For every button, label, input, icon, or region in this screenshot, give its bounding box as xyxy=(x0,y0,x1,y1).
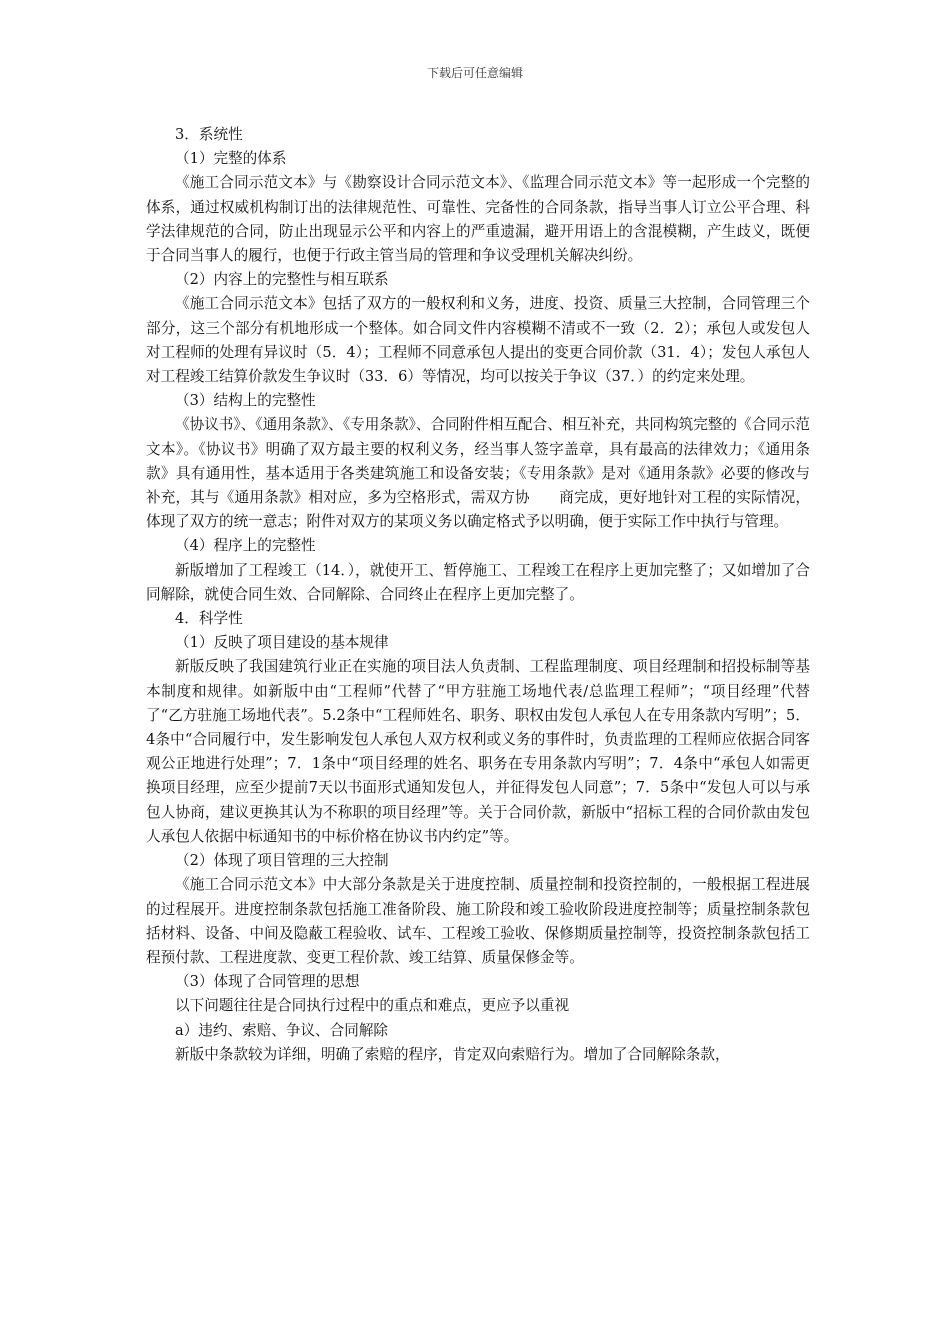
subheading-procedure-completeness: （4）程序上的完整性 xyxy=(175,537,316,555)
section-heading-systematic: 3．系统性 xyxy=(175,126,243,143)
subheading-basic-rules: （1）反映了项目建设的基本规律 xyxy=(175,634,389,652)
paragraph: 新版中条款较为详细，明确了索赔的程序，肯定双向索赔行为。增加了合同解除条款， xyxy=(175,1045,730,1063)
paragraph: 《施工合同示范文本》包括了双方的一般权利和义务，进度、投资、质量三大控制，合同管理三个部分，这三个部分有机地形成一个整体。如合同文件内容模糊不清或不一致（2．2）；承包人或发包人对工程师的处理有异议时（5．4）；工程师不同意承包人提出的变更合同价款（31．4）；发包人承包人对工程竣工结算价款发生争议时（33．6）等情况，均可以按关于争议（37．）的约定来处理。 xyxy=(146,295,810,386)
section-heading-scientific: 4．科学性 xyxy=(175,610,243,628)
subheading-complete-system: （1）完整的体系 xyxy=(175,150,287,168)
page-header: 下载后可任意编辑 xyxy=(426,66,523,80)
document-body xyxy=(146,123,810,1067)
paragraph: 《施工合同示范文本》中大部分条款是关于进度控制、质量控制和投资控制的，一般根据工程进展的过程展开。进度控制条款包括施工准备阶段、施工阶段和竣工验收阶段进度控制等；质量控制条款包括材料、设备、中间及隐蔽工程验收、试车、工程竣工验收、保修期质量控制等，投资控制条款包括工程预付款、工程进度款、变更工程价款、竣工结算、质量保修金等。 xyxy=(146,876,810,966)
subheading-content-completeness: （2）内容上的完整性与相互联系 xyxy=(175,271,389,289)
paragraph: 新版反映了我国建筑行业正在实施的项目法人负责制、工程监理制度、项目经理制和招投标制等基本制度和规律。如新版中由“工程师”代替了“甲方驻施工场地代表/总监理工程师”；“项目经理”代替了“乙方驻施工场地代表”。5.2条中“工程师姓名、职务、职权由发包人承包人在专用条款内写明”；5．4条中“合同履行中，发生影响发包人承包人双方权利或义务的事件时，负责监理的工程师应依据合同客观公正地进行处理”；7．1条中“项目经理的姓名、职务在专用条款内写明”；7．4条中“承包人如需更换项目经理，应至少提前7天以书面形式通知发包人，并征得发包人同意”；7．5条中“发包人可以与承包人协商，建议更换其认为不称职的项目经理”等。关于合同价款，新版中“招标工程的合同价款由发包人承包人依据中标通知书的中标价格在协议书内约定”等。 xyxy=(146,658,810,845)
list-item-breach-claims: a）违约、索赔、争议、合同解除 xyxy=(175,1021,389,1039)
paragraph: 以下问题往往是合同执行过程中的重点和难点，更应予以重视 xyxy=(175,997,570,1015)
paragraph: 《施工合同示范文本》与《勘察设计合同示范文本》、《监理合同示范文本》等一起形成一个完整的体系，通过权威机构制订出的法律规范性、可靠性、完备性的合同条款，指导当事人订立公平合理、科学法律规范的合同，防止出现显示公平和内容上的严重遗漏，避开用语上的含混模糊，产生歧义，既便于合同当事人的履行，也便于行政主管当局的管理和争议受理机关解决纠纷。 xyxy=(146,174,810,265)
paragraph: 《协议书》、《通用条款》、《专用条款》、合同附件相互配合、相互补充，共同构筑完整的《合同示范文本》。《协议书》明确了双方最主要的权利义务，经当事人签字盖章，具有最高的法律效力；《通用条款》具有通用性，基本适用于各类建筑施工和设备安装；《专用条款》是对《通用条款》必要的修改与补充，其与《通用条款》相对应，多为空格形式，需双方协 商完成，更好地针对工程的实际情况，体现了双方的统一意志；附件对双方的某项义务以确定格式予以明确，便于实际工作中执行与管理。 xyxy=(146,416,810,531)
subheading-contract-management: （3）体现了合同管理的思想 xyxy=(175,973,360,991)
paragraph: 新版增加了工程竣工（14．），就使开工、暂停施工、工程竣工在程序上更加完整了；又如增加了合同解除，就使合同生效、合同解除、合同终止在程序上更加完整了。 xyxy=(146,561,810,603)
subheading-three-controls: （2）体现了项目管理的三大控制 xyxy=(175,852,389,870)
subheading-structure-completeness: （3）结构上的完整性 xyxy=(175,392,316,410)
